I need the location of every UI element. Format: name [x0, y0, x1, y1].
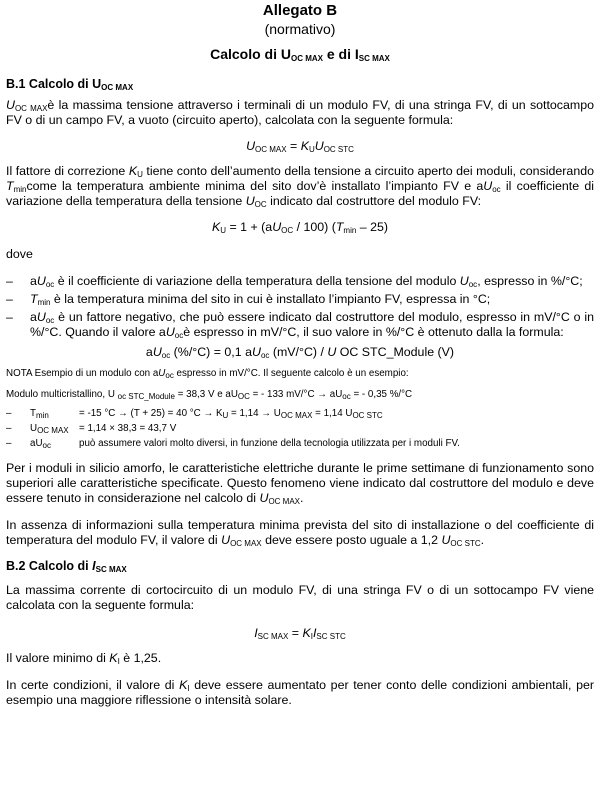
- page-title: Calcolo di $U_{OC MAX}$ e di $I_{SC MAX}$: [210, 46, 390, 63]
- note-example: Modulo multicristallino, U $_{oc STC\_Module}$ = 38,3 V e $aU_{OC}$ = - 133 $mV/^\circ C \to aU_{oc}$ = - 0,35 %/°C: [6, 389, 413, 401]
- dove-label: dove: [6, 247, 33, 261]
- list-item: – $T_{min}$ è la temperatura minima del sito in cui è installato l’impianto FV, espressa in °C;: [0, 292, 600, 307]
- section-heading-b2: B.2 Calcolo di $I_{SC MAX}$: [6, 559, 127, 574]
- formula-isc-max: $I_{SC MAX} = K_II_{SC STC}$: [254, 626, 346, 641]
- paragraph-uoc-definition: $U_{OC MAX}è$ la massima tensione attraverso i terminali di un modulo FV, di una stringa FV, di un sottocampo FV o di un campo FV, a vuoto (circuito aperto), calcolata con la seguente formula:: [6, 98, 594, 127]
- paragraph-ki-min: Il valore minimo di $K_I$ è 1,25.: [6, 651, 162, 666]
- list-item: – $aU_{oc}$ è un fattore negativo, che può essere indicato dal costruttore del modulo, espresso in mV/°C o in %/°C. Quando il valore $aU_{oc}è$ espresso in mV/°C, il suo valore in %/°C è ottenuto dalla la formula:: [0, 310, 600, 340]
- note-text: NOTA Esempio di un modulo con $aU_{oc}$ espresso in mV/°C. Il seguente calcolo è un esempio:: [6, 368, 409, 380]
- list-item: – $aU_{oc}$ è il coefficiente di variazione della temperatura della tensione del modulo $U_{oc}$, espresso in %/°C;: [0, 274, 600, 289]
- formula-auoc-conversion: $aU_{oc}$ (%/°C) = 0,1 $aU_{oc}$ (mV/°C) / U OC STC_Module (V): [145, 345, 455, 360]
- list-item: – $T_{min} = -15$ °C → (T + 25) = 40 $^\circ C \to K_U = 1,14 \to U_{OC MAX} = 1,14$ $U_{OC STC}$: [0, 406, 600, 421]
- annex-title: Allegato B: [262, 2, 338, 19]
- note-list: [0, 406, 600, 451]
- paragraph-default-value: In assenza di informazioni sulla temperatura minima prevista del sito di installazione o del coefficiente di temperatura del modulo FV, il valore di $U_{OC MAX}$ deve essere posto uguale a 1,2 $U_{OC STC}$.: [6, 518, 594, 548]
- paragraph-isc-definition: La massima corrente di cortocircuito di un modulo FV, di una stringa FV o di un sottocampo FV viene calcolata con la seguente formula:: [6, 583, 594, 612]
- section-heading-b1: B.1 Calcolo di $U_{OC MAX}$: [6, 77, 134, 92]
- paragraph-ki-conditions: In certe condizioni, il valore di $K_I$ deve essere aumentato per tener conto delle condizioni ambientali, per esempio una maggiore riflessione o intensità solare.: [6, 678, 594, 707]
- annex-normative: (normativo): [264, 21, 336, 37]
- formula-uoc-max: $U_{OC MAX} = K_UU_{OC STC}$: [246, 139, 354, 154]
- definition-list: [0, 274, 600, 340]
- paragraph-ku-factor: Il fattore di correzione $K_U$ tiene conto dell’aumento della tensione a circuito aperto dei moduli, considerando $T_{min}come$ la temperatura ambiente minima del sito dov’è installato l’impianto FV e $aU_{oc}$ il coefficiente di variazione della temperatura della tensione $U_{OC}$ indicato dal costruttore del modulo FV:: [6, 164, 594, 209]
- list-item: – $U_{OC MAX} = 1,14 \times 38,3 = 43,7$ V: [0, 421, 600, 436]
- paragraph-amorphous: Per i moduli in silicio amorfo, le caratteristiche elettriche durante le prime settimane di funzionamento sono superiori alle caratteristiche specificate. Questo fenomeno viene indicato dal costruttore del modulo e deve essere tenuto in considerazione nel calcolo di $U_{OC MAX}$.: [6, 461, 594, 506]
- formula-ku: $K_U = 1 + (aU_{OC} / 100)$ $(T_{min} - 25)$: [211, 220, 388, 235]
- list-item: – $aU_{oc}$ può assumere valori molto diversi, in funzione della tecnologia utilizzata per i moduli FV.: [0, 436, 600, 451]
